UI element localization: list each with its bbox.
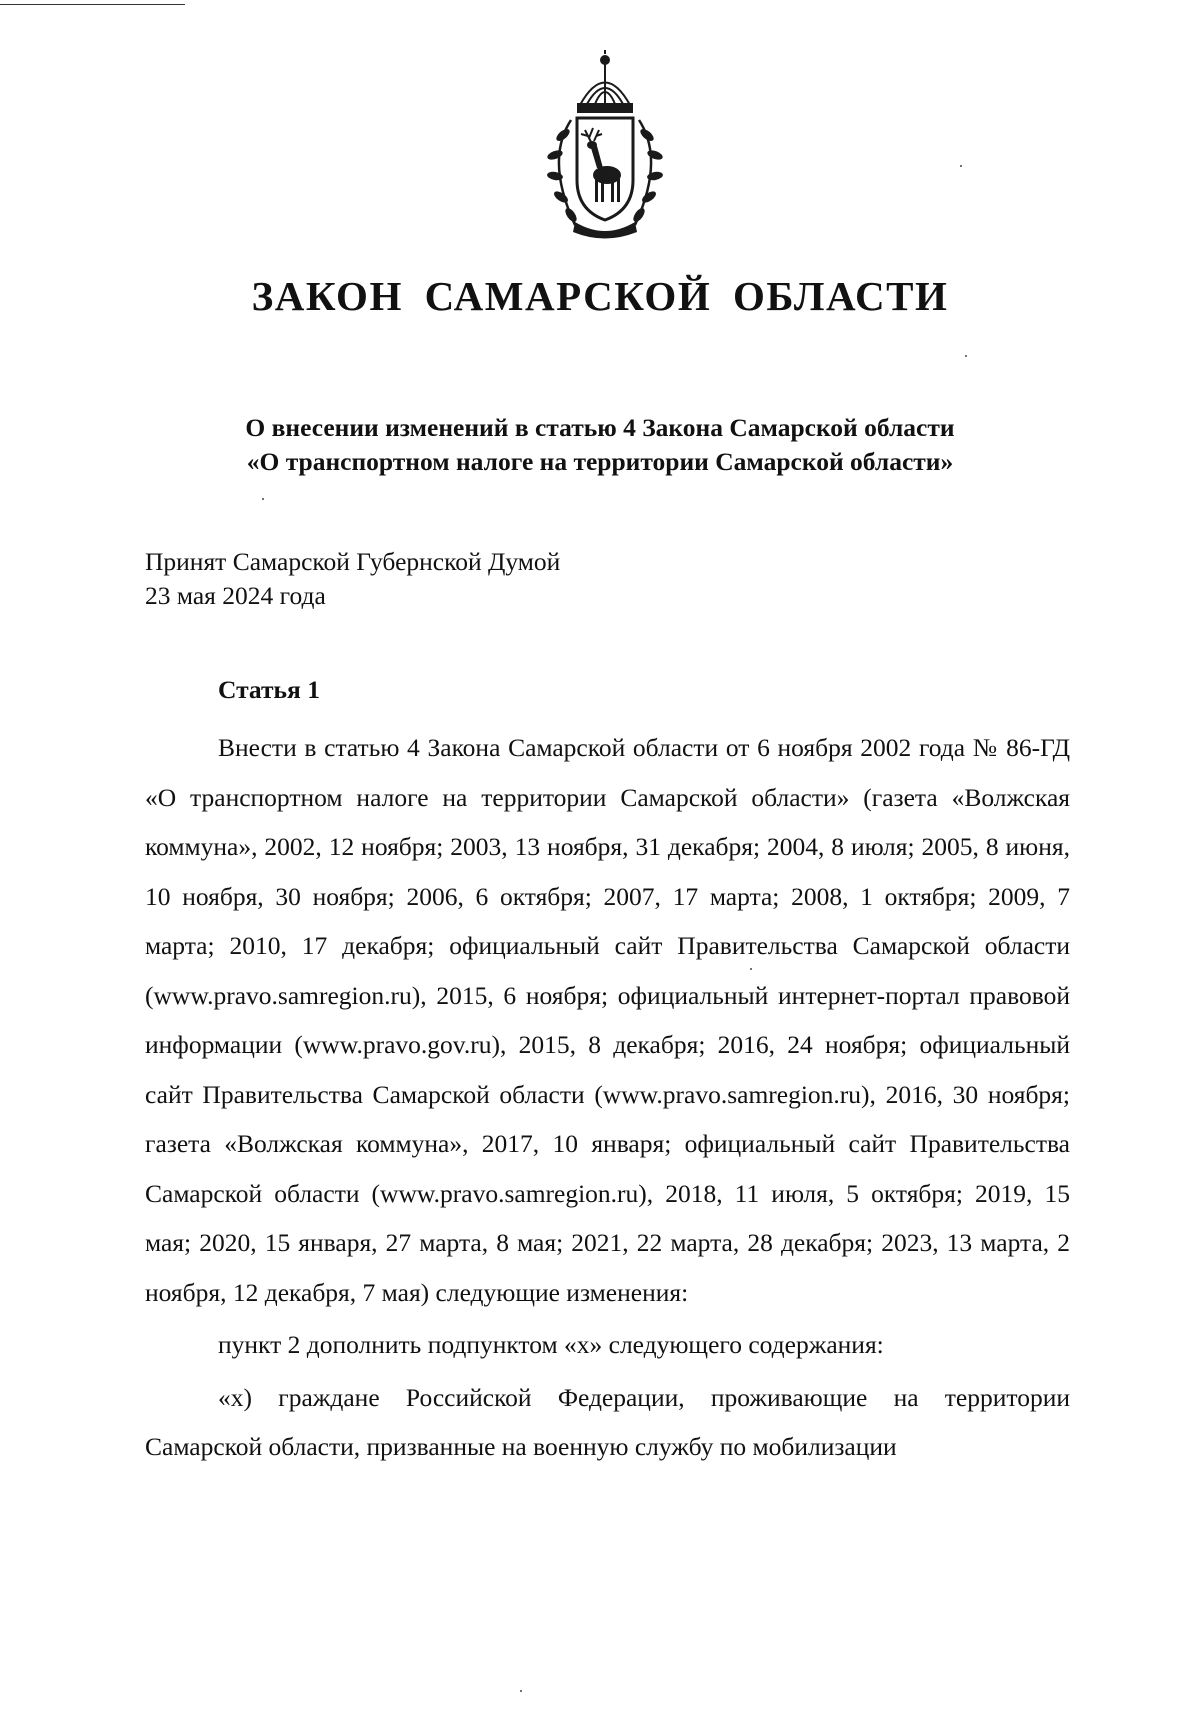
scan-speck — [520, 1690, 522, 1692]
adoption-date: 23 мая 2024 года — [145, 581, 326, 610]
adoption-info — [145, 545, 560, 613]
scan-speck — [960, 165, 962, 167]
samara-coat-of-arms-icon — [525, 50, 685, 240]
law-subtitle — [0, 411, 1200, 479]
subtitle-line-1: О внесении изменений в статью 4 Закона Самарской области — [245, 413, 955, 442]
paragraph: «х) граждане Российской Федерации, проживающие на территории Самарской области, призванные на военную службу по мобилизации — [145, 1382, 1070, 1461]
paragraph: Внести в статью 4 Закона Самарской области от 6 ноября 2002 года № 86-ГД «О транспортном налоге на территории Самарской области» (газета «Волжская коммуна», 2002, 12 ноября; 2003, 13 ноября, 31 декабря; 2004, 8 июля; 2005, 8 июня, 10 ноября, 30 ноября; 2006, 6 октября; 2007, 17 марта; 2008, 1 октября; 2009, 7 марта; 2010, 17 декабря; официальный сайт Правительства Самарской области (www.pravo.samregion.ru), 2015, 6 ноября; официальный интернет-портал правовой информации (www.pravo.gov.ru), 2015, 8 декабря; 2016, 24 ноября; официальный сайт Правительства Самарской области (www.pravo.samregion.ru), 2016, 30 ноября; газета «Волжская коммуна», 2017, 10 января; официальный сайт Правительства Самарской области (www.pravo.samregion.ru), 2018, 11 июля, 5 октября; 2019, 15 мая; 2020, 15 января, 27 марта, 8 мая; 2021, 22 марта, 28 декабря; 2023, 13 марта, 2 ноября, 12 декабря, 7 мая) следующие изменения: — [145, 733, 1070, 1307]
adopted-by: Принят Самарской Губернской Думой — [145, 547, 561, 576]
paragraph: пункт 2 дополнить подпунктом «х» следующего содержания: — [218, 1330, 884, 1359]
scan-speck — [750, 968, 752, 970]
article-heading: Статья 1 — [218, 675, 320, 704]
scan-speck — [965, 355, 967, 357]
subtitle-line-2: «О транспортном налоге на территории Самарской области» — [246, 447, 954, 476]
scan-edge-line — [0, 4, 185, 5]
article-body — [145, 723, 1070, 1475]
law-title: ЗАКОН САМАРСКОЙ ОБЛАСТИ — [251, 273, 949, 319]
scan-speck — [262, 498, 264, 500]
